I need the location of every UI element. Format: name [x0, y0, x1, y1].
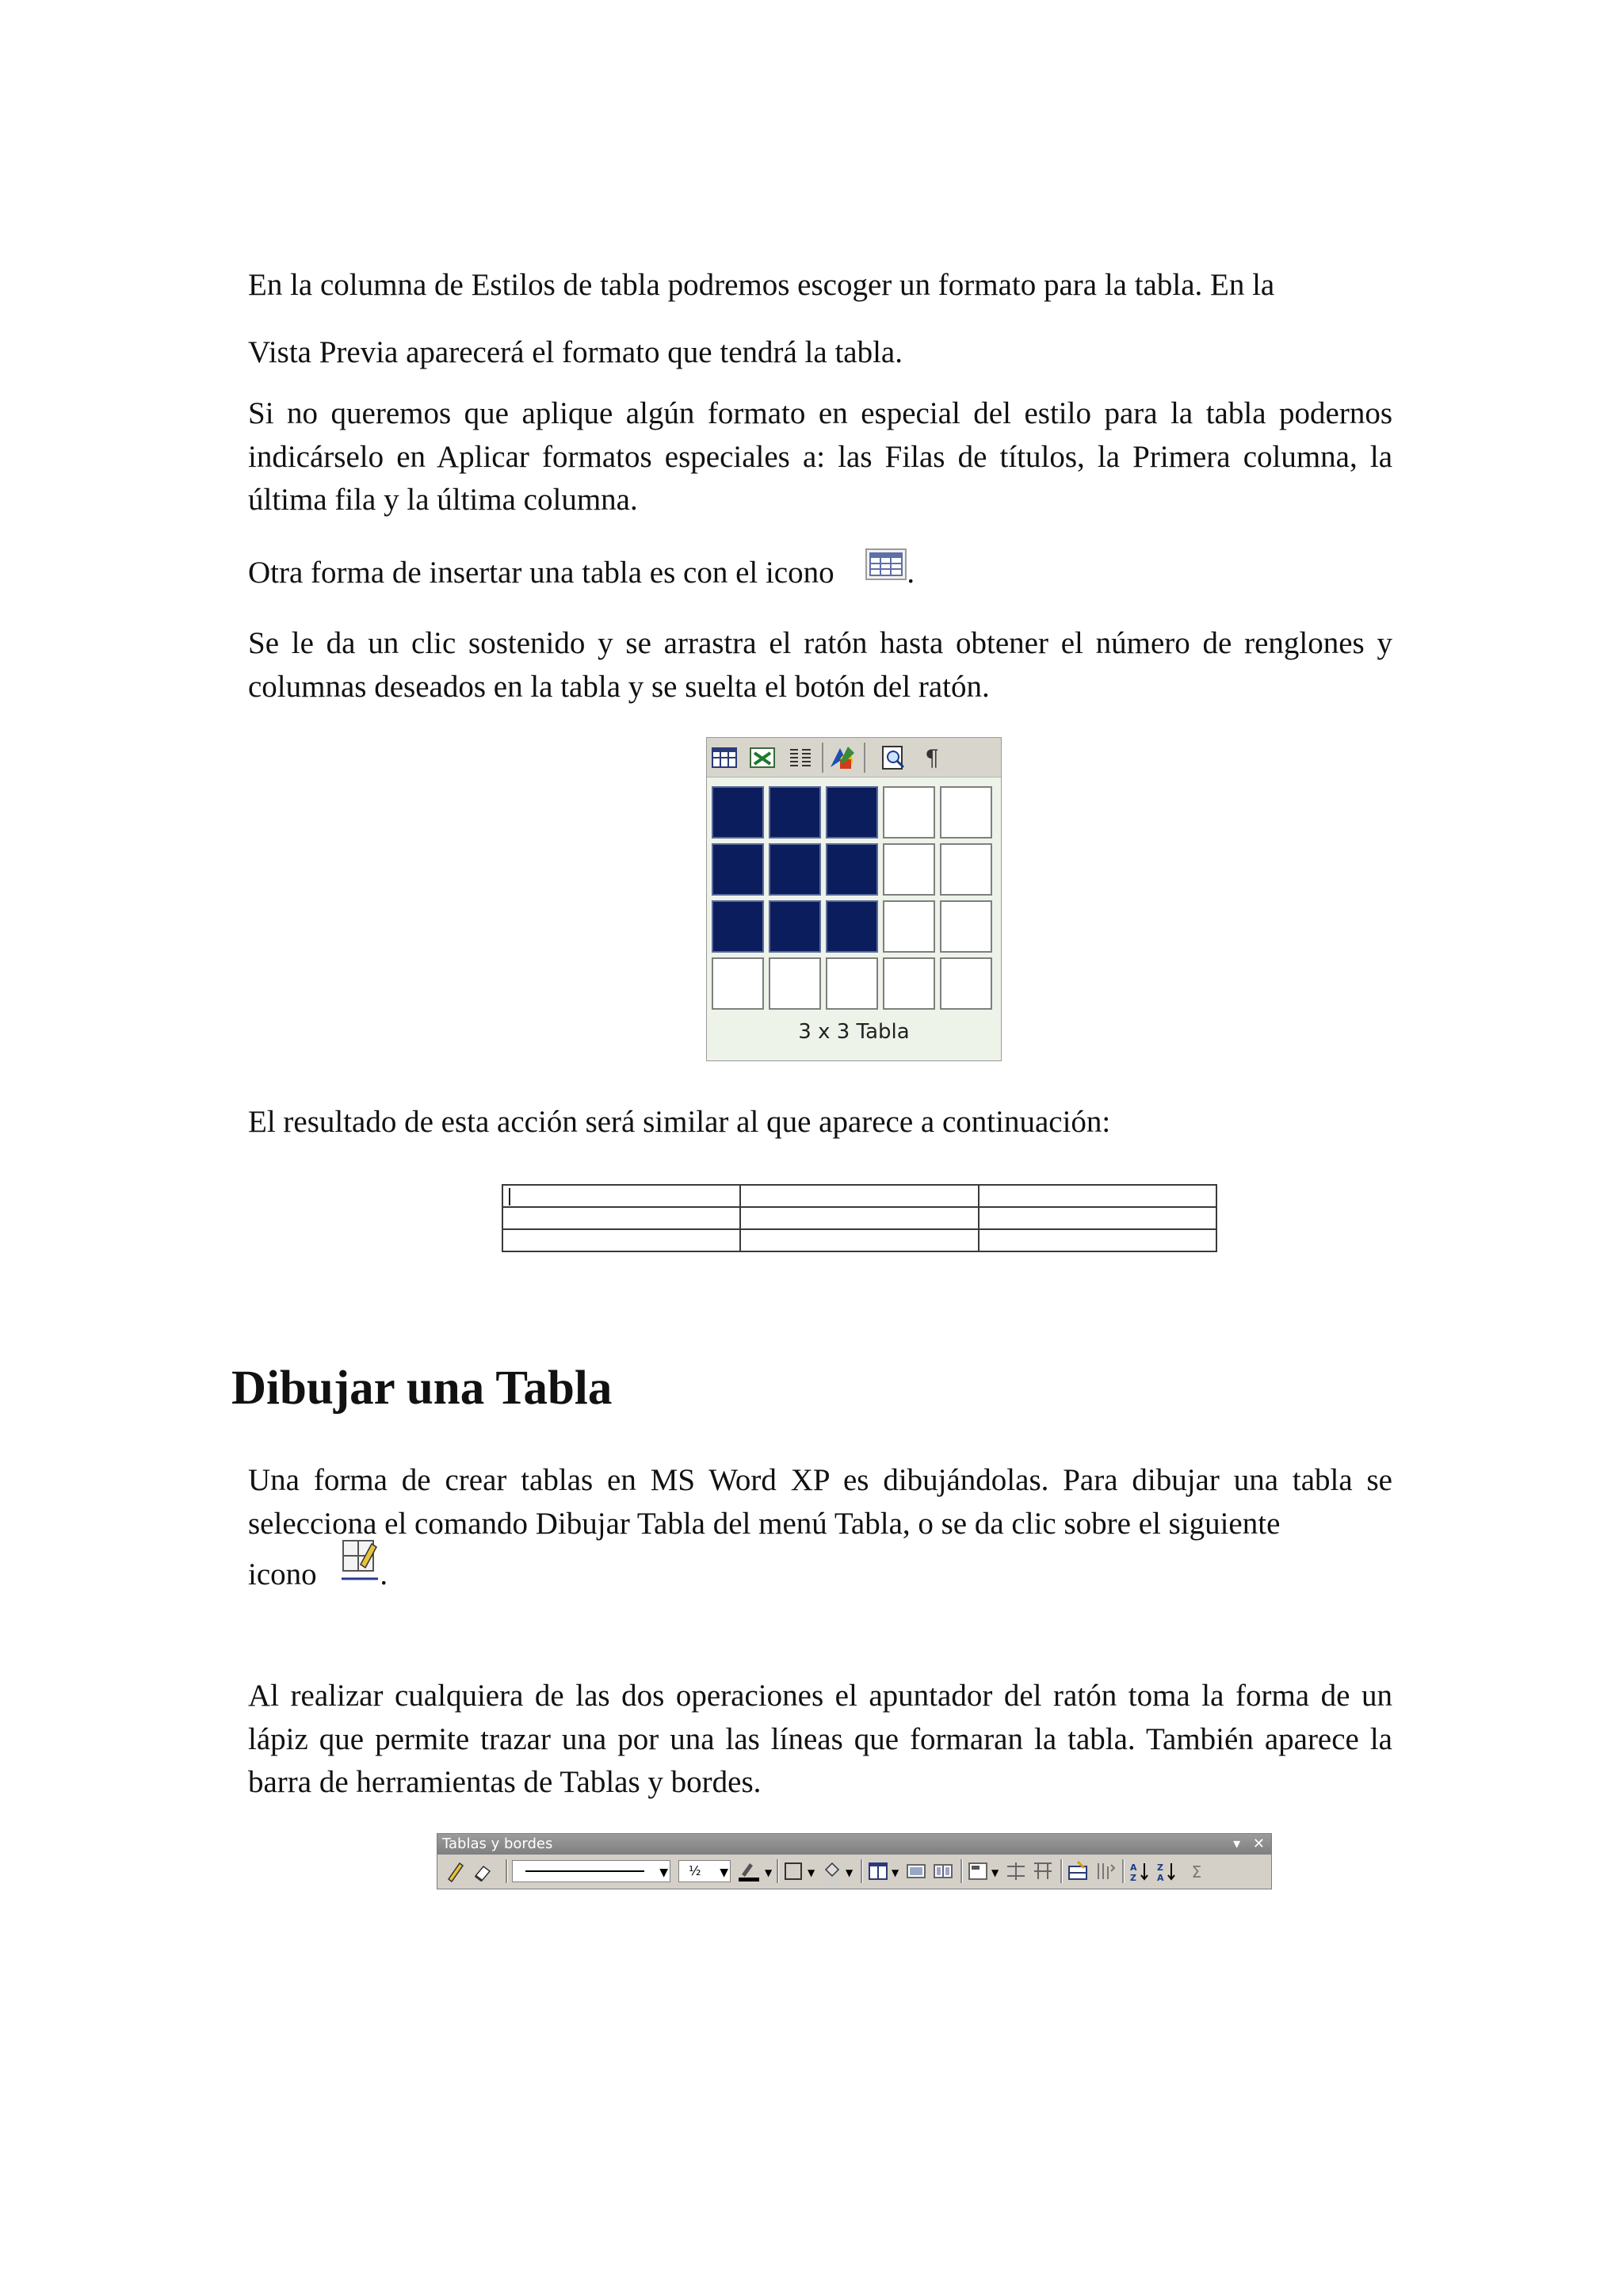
- grid-cell[interactable]: [712, 900, 764, 953]
- pilcrow-icon[interactable]: [918, 743, 946, 772]
- grid-cell[interactable]: [883, 786, 935, 839]
- grid-cell[interactable]: [712, 957, 764, 1010]
- print-preview-icon[interactable]: [880, 743, 908, 772]
- paragraph-otra-forma: [248, 552, 1392, 598]
- table-cell[interactable]: [502, 1229, 740, 1251]
- table-autoformat-icon[interactable]: [1067, 1860, 1089, 1886]
- paragraph-otra-forma-text: Otra forma de insertar una tabla es con el icono: [248, 556, 834, 590]
- tables-borders-toolbar: [437, 1833, 1272, 1889]
- insert-excel-icon[interactable]: [748, 743, 777, 772]
- grid-cell[interactable]: [769, 786, 821, 839]
- table-cell[interactable]: [502, 1207, 740, 1229]
- paragraph-icono-word: icono: [248, 1557, 317, 1591]
- toolbar-separator: [960, 1859, 963, 1883]
- table-row: [502, 1207, 1216, 1229]
- borders-icon[interactable]: [783, 1860, 816, 1886]
- grid-cell[interactable]: [883, 900, 935, 953]
- line-weight-value: ½: [689, 1863, 701, 1878]
- paragraph-apuntador: Al realizar cualquiera de las dos operaciones el apuntador del ratón toma la forma de un lápiz que permite trazar una por una las líneas que formaran la tabla. También aparece la barra de herramientas de Tablas y bordes.: [248, 1679, 1392, 1799]
- table-cell[interactable]: [740, 1207, 978, 1229]
- svg-text:A: A: [1157, 1873, 1164, 1883]
- close-icon[interactable]: ✕: [1252, 1836, 1265, 1852]
- grid-cell[interactable]: [712, 843, 764, 896]
- autosum-icon[interactable]: [1186, 1860, 1208, 1886]
- table-row: [502, 1185, 1216, 1207]
- heading-dibujar-tabla: Dibujar una Tabla: [231, 1362, 613, 1415]
- paragraph-dibujar-intro-text: Una forma de crear tablas en MS Word XP es dibujándolas. Para dibujar una tabla se selecciona el comando Dibujar Tabla del menú Tabla, o se da clic sobre el siguiente: [248, 1463, 1392, 1541]
- draw-table-icon: [340, 1538, 380, 1595]
- toolbar-options-icon[interactable]: ▾: [1233, 1836, 1241, 1852]
- svg-text:A: A: [1130, 1862, 1137, 1873]
- border-color-icon[interactable]: [737, 1860, 773, 1886]
- toolbar-buttons-row: [437, 1856, 1271, 1888]
- insert-table-icon[interactable]: [710, 743, 739, 772]
- popup-toolbar: [707, 738, 1001, 777]
- toolbar-title-controls: [1233, 1834, 1265, 1855]
- toolbar-separator: [1060, 1859, 1063, 1883]
- table-cell[interactable]: [740, 1229, 978, 1251]
- drawing-icon[interactable]: [827, 743, 856, 772]
- paragraph-formatos-especiales: Si no queremos que aplique algún formato en especial del estilo para la tabla podernos indicárselo en Aplicar formatos especiales a: las Filas de títulos, la Primera columna, la última fila y la última columna.: [248, 396, 1392, 517]
- grid-cell[interactable]: [769, 957, 821, 1010]
- toolbar-separator: [506, 1859, 508, 1883]
- columns-icon[interactable]: [786, 743, 815, 772]
- insert-table-icon: [865, 548, 907, 593]
- paragraph-resultado: El resultado de esta acción será similar al que aparece a continuación:: [248, 1105, 1111, 1139]
- sort-ascending-icon[interactable]: [1128, 1860, 1151, 1886]
- svg-text:▼: ▼: [892, 1867, 899, 1878]
- grid-cell[interactable]: [769, 900, 821, 953]
- table-cell[interactable]: [740, 1185, 978, 1207]
- toolbar-separator: [777, 1859, 779, 1883]
- grid-cell[interactable]: [940, 957, 992, 1010]
- grid-cell[interactable]: [826, 900, 878, 953]
- table-cell[interactable]: [502, 1185, 740, 1207]
- grid-cell[interactable]: [940, 786, 992, 839]
- grid-cell[interactable]: [940, 843, 992, 896]
- split-cells-icon[interactable]: [932, 1860, 954, 1886]
- paragraph-vista-previa: Vista Previa aparecerá el formato que tendrá la tabla.: [248, 335, 903, 369]
- paragraph-otra-forma-period: .: [907, 556, 915, 590]
- change-text-direction-icon[interactable]: [1094, 1860, 1116, 1886]
- table-cell[interactable]: [979, 1207, 1216, 1229]
- merge-cells-icon[interactable]: [905, 1860, 927, 1886]
- sort-descending-icon[interactable]: [1155, 1860, 1178, 1886]
- svg-text:¶: ¶: [925, 745, 939, 771]
- grid-cell[interactable]: [826, 786, 878, 839]
- table-cell[interactable]: [979, 1229, 1216, 1251]
- chevron-down-icon: ▼: [720, 1866, 728, 1879]
- toolbar-separator: [1122, 1859, 1125, 1883]
- svg-text:▼: ▼: [808, 1867, 815, 1878]
- text-cursor: [509, 1188, 510, 1205]
- line-weight-combo[interactable]: [678, 1860, 731, 1882]
- toolbar-title[interactable]: Tablas y bordes: [437, 1834, 1271, 1855]
- svg-text:▼: ▼: [765, 1867, 773, 1878]
- grid-cell[interactable]: [826, 957, 878, 1010]
- grid-cell[interactable]: [883, 957, 935, 1010]
- distribute-rows-icon[interactable]: [1005, 1860, 1027, 1886]
- toolbar-separator: [864, 743, 865, 773]
- distribute-columns-icon[interactable]: [1032, 1860, 1054, 1886]
- paragraph-icono-period: .: [380, 1557, 388, 1591]
- paragraph-dibujar-intro: [248, 1459, 1392, 1606]
- table-size-label: 3 x 3 Tabla: [798, 1020, 910, 1044]
- paragraph-estilos: En la columna de Estilos de tabla podremos escoger un formato para la tabla. En la: [248, 268, 1275, 302]
- chevron-down-icon: ▼: [659, 1866, 668, 1879]
- grid-cell[interactable]: [826, 843, 878, 896]
- draw-table-pencil-icon[interactable]: [445, 1860, 466, 1886]
- shading-color-icon[interactable]: [821, 1860, 854, 1886]
- svg-text:Z: Z: [1130, 1873, 1136, 1883]
- svg-text:Z: Z: [1157, 1862, 1163, 1873]
- paragraph-clic-sostenido: Se le da un clic sostenido y se arrastra el ratón hasta obtener el número de renglones y columnas deseados en la tabla y se suelta el botón del ratón.: [248, 626, 1392, 704]
- svg-text:▼: ▼: [991, 1867, 999, 1878]
- grid-cell[interactable]: [769, 843, 821, 896]
- result-table[interactable]: [502, 1184, 1217, 1252]
- svg-text:Σ: Σ: [1191, 1862, 1202, 1881]
- table-cell[interactable]: [979, 1185, 1216, 1207]
- grid-cell[interactable]: [883, 843, 935, 896]
- align-icon[interactable]: [967, 1860, 1000, 1886]
- grid-cell[interactable]: [940, 900, 992, 953]
- svg-text:▼: ▼: [846, 1867, 854, 1878]
- eraser-icon[interactable]: [472, 1860, 493, 1886]
- grid-cell[interactable]: [712, 786, 764, 839]
- toolbar-separator: [822, 743, 823, 773]
- line-style-combo[interactable]: [512, 1860, 670, 1882]
- toolbar-separator: [861, 1859, 863, 1883]
- insert-table-popup: [706, 737, 1002, 1061]
- line-style-sample: [525, 1870, 644, 1872]
- insert-table-icon[interactable]: [867, 1860, 900, 1886]
- table-row: [502, 1229, 1216, 1251]
